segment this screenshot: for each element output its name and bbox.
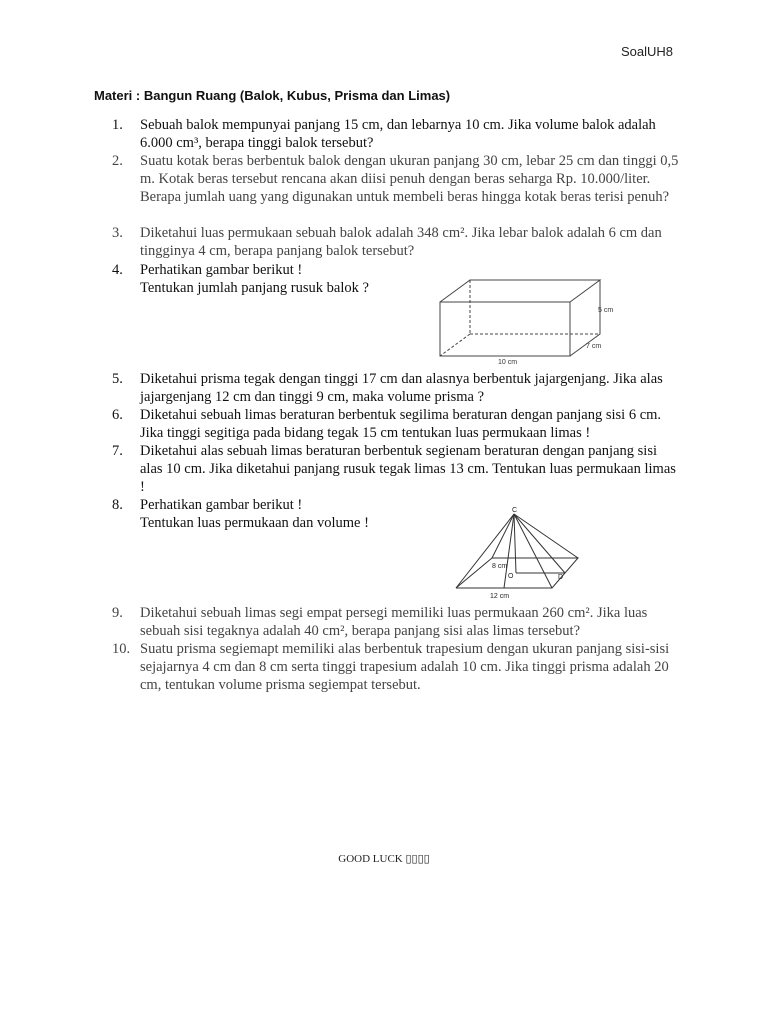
question-text: Perhatikan gambar berikut !: [140, 497, 303, 513]
question-number: 2.: [112, 153, 123, 169]
cuboid-height-label: 5 cm: [598, 307, 614, 314]
question-number: 4.: [112, 262, 123, 278]
pyramid-point-label: D: [558, 574, 564, 581]
question-number: 9.: [112, 605, 123, 621]
question-2: [112, 152, 682, 206]
pyramid-center-label: O: [508, 573, 514, 580]
question-text: Sebuah balok mempunyai panjang 15 cm, dan lebarnya 10 cm. Jika volume balok adalah 6.000 cm³, berapa tinggi balok tersebut?: [140, 117, 656, 151]
question-number: 6.: [112, 407, 123, 423]
cuboid-length-label: 10 cm: [498, 359, 518, 366]
cuboid-width-label: 7 cm: [586, 343, 602, 350]
document-code: SoalUH8: [620, 44, 673, 59]
cuboid-top-face: [440, 280, 600, 302]
question-text: Diketahui alas sebuah limas beraturan berbentuk segienam beraturan dengan panjang sisi alas 10 cm. Jika diketahui panjang rusuk tegak limas 13 cm. Tentukan luas permukaan limas !: [140, 443, 676, 495]
subject-title: Materi : Bangun Ruang (Balok, Kubus, Prisma dan Limas): [94, 88, 451, 103]
question-7: [112, 442, 682, 496]
cuboid-front-face: [440, 302, 570, 356]
question-3: [112, 224, 682, 260]
pyramid-diagram: [448, 502, 584, 602]
cuboid-hidden-side-edge: [440, 334, 470, 356]
question-number: 8.: [112, 497, 123, 513]
footer-message: GOOD LUCK ▯▯▯▯: [338, 853, 430, 865]
pyramid-figure: [448, 502, 584, 602]
question-number: 5.: [112, 371, 123, 387]
question-number: 10.: [112, 641, 131, 657]
question-text: Suatu prisma segiemapt memiliki alas berbentuk trapesium dengan ukuran panjang sisi-sisi sejajarnya 4 cm dan 8 cm serta tinggi trapesium adalah 10 cm. Jika tinggi prisma adalah 20 cm, tentukan volume prisma segiempat tersebut.: [140, 641, 670, 693]
question-8: [112, 496, 412, 532]
cuboid-diagram: [430, 274, 630, 366]
question-text-instruction: Tentukan luas permukaan dan volume !: [140, 515, 369, 531]
question-text: Suatu kotak beras berbentuk balok dengan ukuran panjang 30 cm, lebar 25 cm dan tinggi 0,5 m. Kotak beras tersebut rencana akan diisi penuh dengan beras seharga Rp. 10.000/liter. Berapa jumlah uang yang digunakan untuk membeli beras hingga kotak beras terisi penuh?: [140, 153, 679, 205]
pyramid-height-label: 8 cm: [492, 563, 508, 570]
question-text: Diketahui luas permukaan sebuah balok adalah 348 cm². Jika lebar balok adalah 6 cm dan tingginya 4 cm, berapa panjang balok tersebut?: [140, 225, 662, 259]
question-1: [112, 116, 682, 152]
question-text: Diketahui sebuah limas segi empat persegi memiliki luas permukaan 260 cm². Jika luas sebuah sisi tegaknya adalah 40 cm², berapa panjang sisi alas limas tersebut?: [140, 605, 648, 639]
pyramid-height-line: [514, 514, 516, 573]
pyramid-apex-label: C: [512, 507, 518, 514]
question-text: Perhatikan gambar berikut !: [140, 262, 303, 278]
question-number: 7.: [112, 443, 123, 459]
question-9: [112, 604, 682, 640]
question-10: [112, 640, 682, 694]
question-number: 3.: [112, 225, 123, 241]
pyramid-base-label: 12 cm: [490, 593, 510, 600]
question-text: Diketahui prisma tegak dengan tinggi 17 cm dan alasnya berbentuk jajargenjang. Jika alas jajargenjang 12 cm dan tinggi 9 cm, maka volume prisma ?: [140, 371, 663, 405]
question-4: [112, 261, 412, 297]
question-6: [112, 406, 682, 442]
question-number: 1.: [112, 117, 123, 133]
question-text-instruction: Tentukan jumlah panjang rusuk balok ?: [140, 280, 369, 296]
cuboid-figure: [430, 274, 630, 366]
question-5: [112, 370, 682, 406]
question-text: Diketahui sebuah limas beraturan berbentuk segilima beraturan dengan panjang sisi 6 cm. Jika tinggi segitiga pada bidang tegak 15 cm tentukan luas permukaan limas !: [140, 407, 662, 441]
